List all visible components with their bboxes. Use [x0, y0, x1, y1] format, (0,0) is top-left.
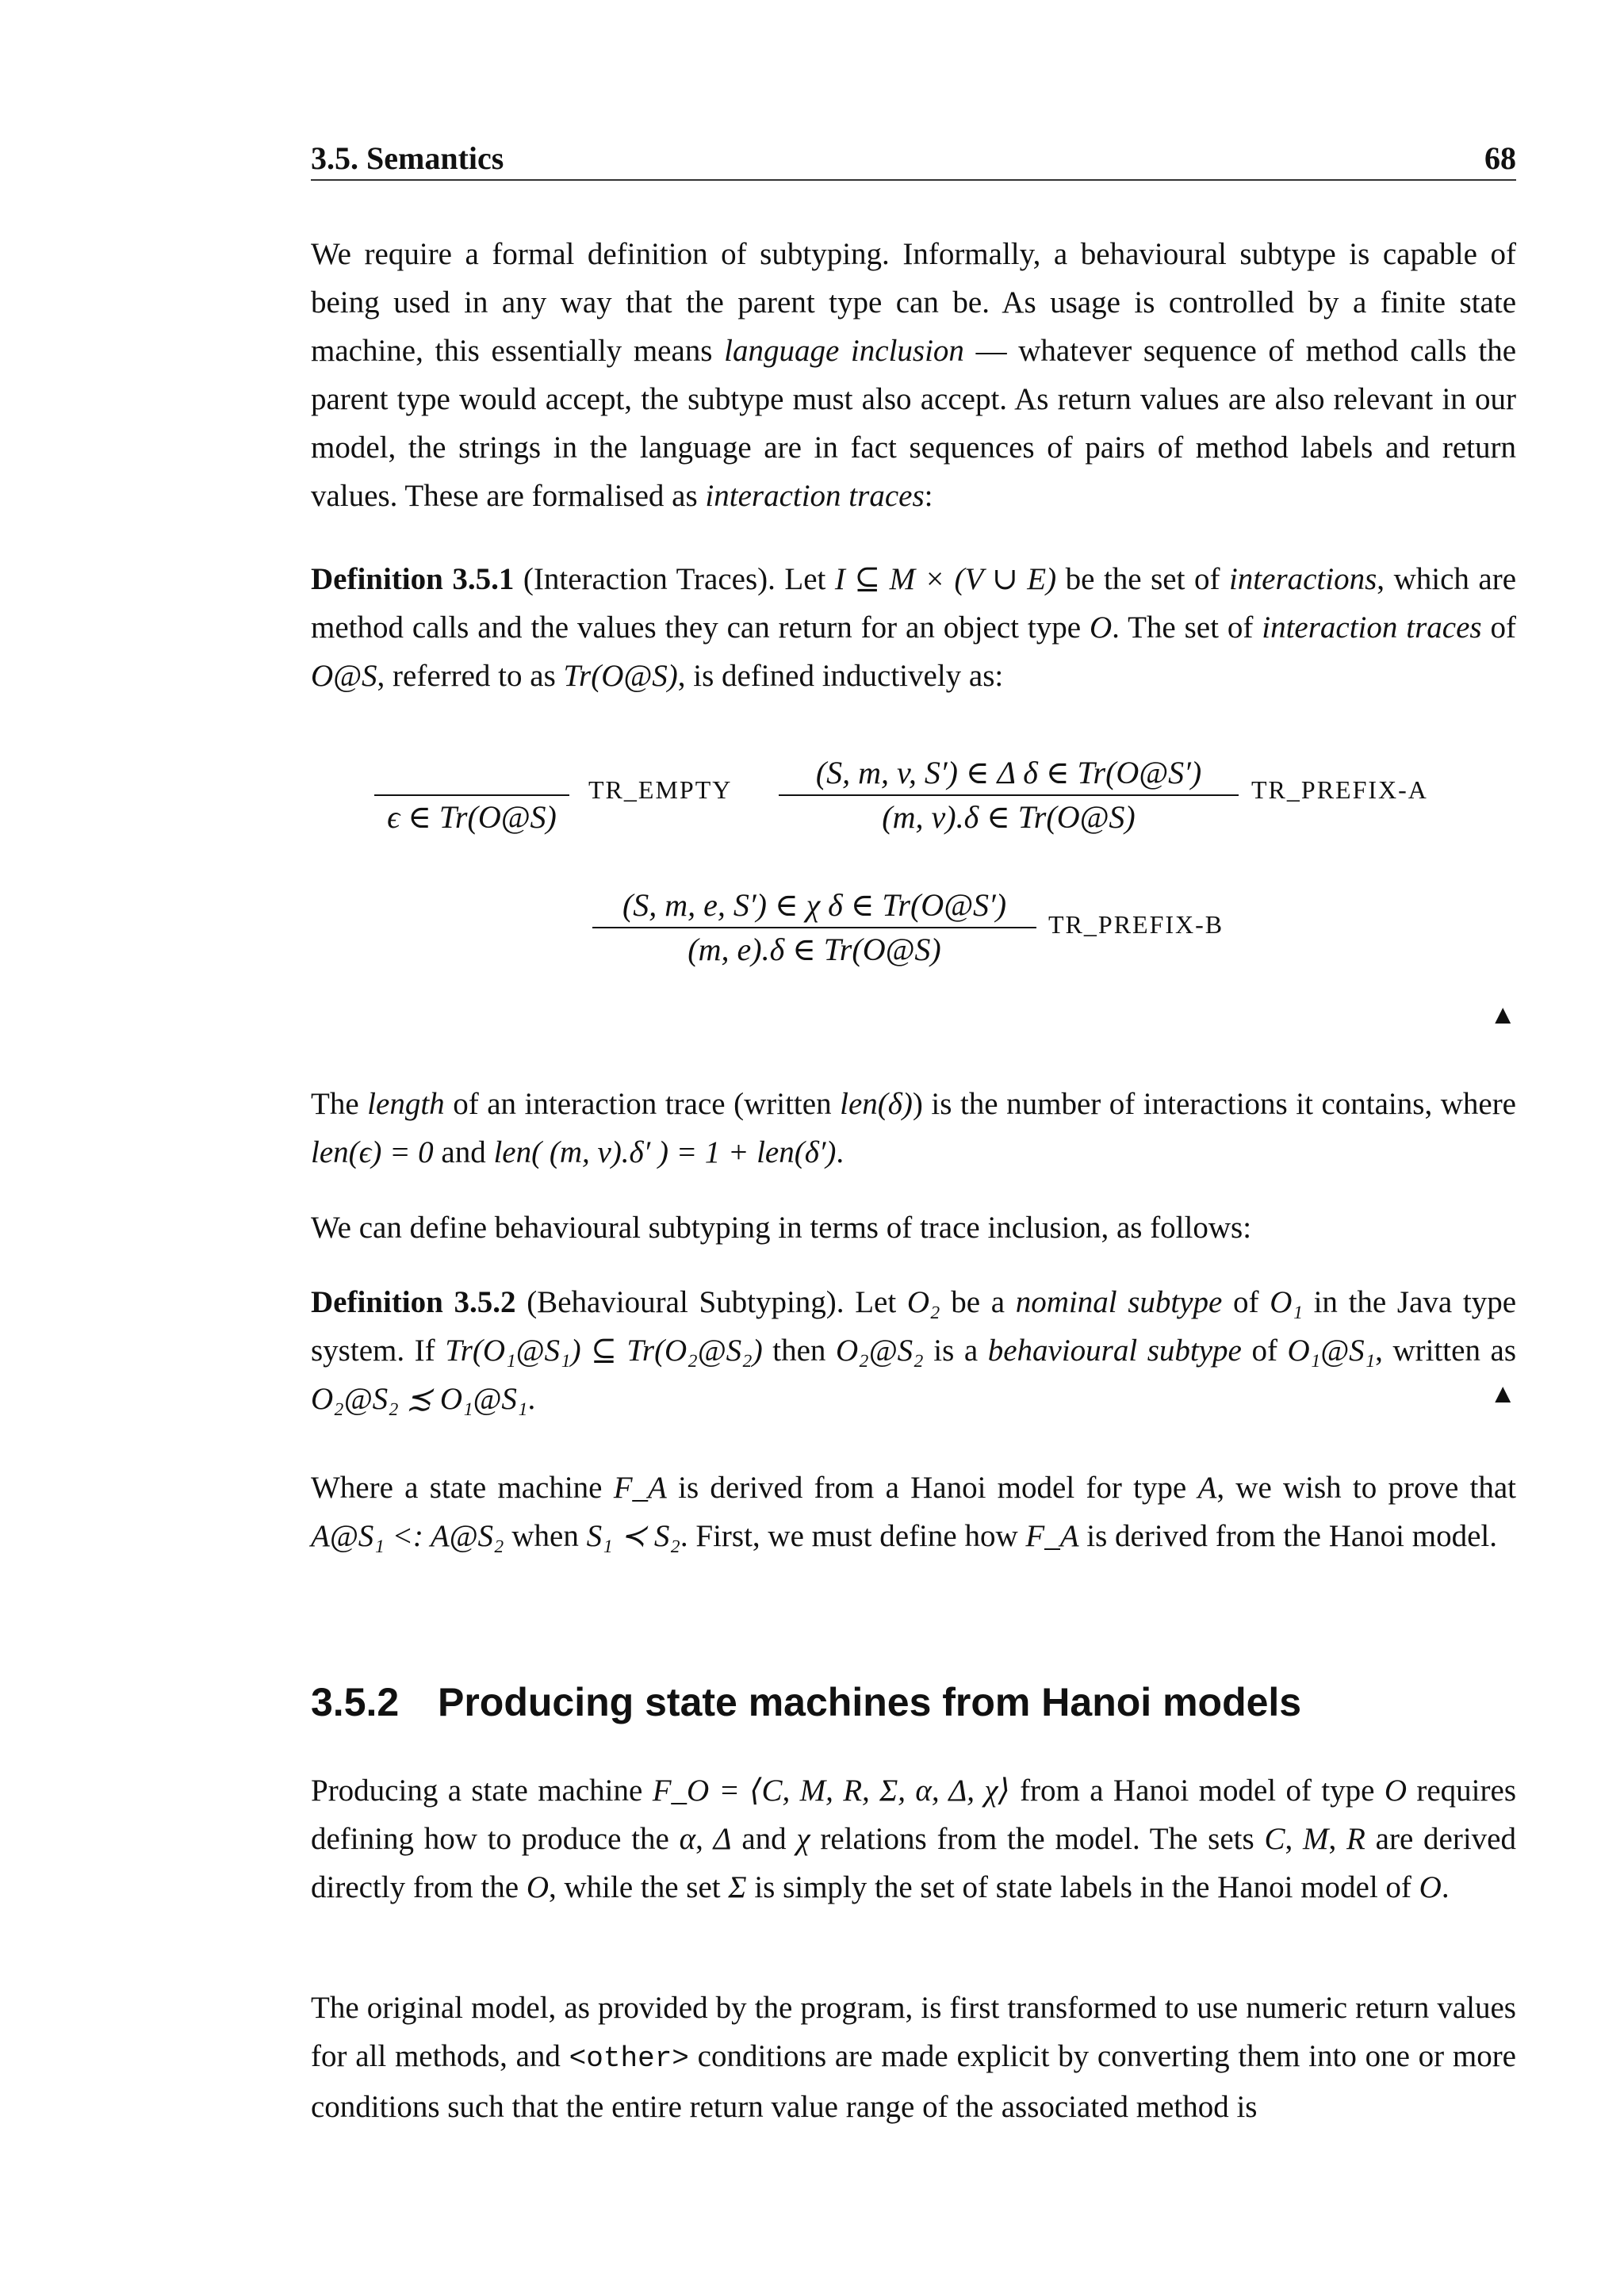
other-keyword: <other>	[569, 2042, 689, 2075]
running-header	[311, 135, 1516, 181]
definition-interaction-traces: Definition 3.5.1 (Interaction Traces). Let I ⊆ M × (V ∪ E) be the set of interactions, which are method calls and the values they can return for an object type O. The set of interaction traces of O@S, referred to as Tr(O@S), is defined inductively as:	[311, 562, 1517, 693]
definition-behavioural-subtyping: Definition 3.5.2 (Behavioural Subtyping). Let O₂ be a nominal subtype of O₁ in the Java type system. If Tr(O₁@S₁) ⊆ Tr(O₂@S₂) then O₂@S₂ is a behavioural subtype of O₁@S₁, written as O₂@S₂ ≾ O₁@S₁.	[311, 1285, 1517, 1416]
end-of-definition-marker-2: ▲	[1489, 1380, 1516, 1409]
length-paragraph: The length of an interaction trace (written len(δ)) is the number of interactions it contains, where len(ϵ) = 0 and len( (m, v).δ′ ) = 1 + len(δ′).	[311, 1087, 1516, 1169]
rule-tr-prefix-a: (S, m, v, S′) ∈ Δ δ ∈ Tr(O@S′) (m, v).δ ∈ Tr(O@S)	[779, 752, 1239, 839]
lead-paragraph: We can define behavioural subtyping in terms of trace inclusion, as follows:	[311, 1211, 1252, 1245]
producing-paragraph: Producing a state machine F_O = ⟨C, M, R, Σ, α, Δ, χ⟩ from a Hanoi model of type O requires defining how to produce the α, Δ and χ relations from the model. The sets C, M, R are derived directly from the O, while the set Σ is simply the set of state labels in the Hanoi model of O.	[311, 1774, 1516, 1904]
rule-tr-empty: ϵ ∈ Tr(O@S)	[374, 752, 569, 839]
end-of-definition-marker: ▲	[1489, 1001, 1516, 1030]
where-paragraph: Where a state machine F_A is derived from a Hanoi model for type A, we wish to prove that A@S₁ <: A@S₂ when S₁ ≺ S₂. First, we must define how F_A is derived from the Hanoi model.	[311, 1471, 1516, 1553]
header-page-number: 68	[1484, 140, 1516, 176]
rule-tr-prefix-b: (S, m, e, S′) ∈ χ δ ∈ Tr(O@S′) (m, e).δ ∈ Tr(O@S)	[592, 884, 1036, 971]
rule-name-tr-prefix-b: TR_PREFIX-B	[1048, 910, 1224, 939]
section-title: Producing state machines from Hanoi models	[438, 1680, 1302, 1724]
header-section-title: 3.5. Semantics	[311, 140, 504, 176]
rule-name-tr-prefix-a: TR_PREFIX-A	[1251, 775, 1428, 804]
intro-paragraph: We require a formal definition of subtyping. Informally, a behavioural subtype is capable of being used in any way that the parent type can be. As usage is controlled by a finite state machine, this essentially means language inclusion — whatever sequence of method calls the parent type would accept, the subtype must also accept. As return values are also relevant in our model, the strings in the language are in fact sequences of pairs of method labels and return values. These are formalised as interaction traces:	[311, 237, 1517, 513]
original-model-paragraph: The original model, as provided by the program, is first transformed to use numeric return values for all methods, and <other> conditions are made explicit by converting them into one or more conditions such that the entire return value range of the associated method is	[311, 1991, 1516, 2124]
section-heading	[311, 1679, 1301, 1725]
section-number: 3.5.2	[311, 1680, 400, 1724]
rule-name-tr-empty: TR_EMPTY	[588, 775, 733, 804]
